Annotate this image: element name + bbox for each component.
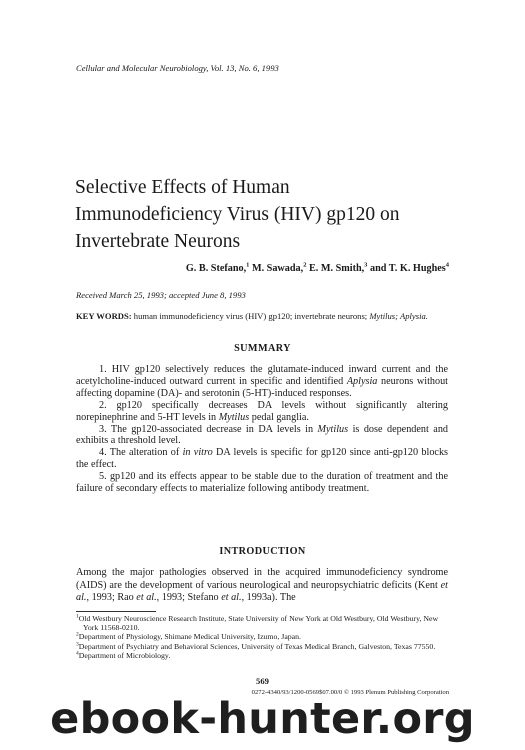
summary-italic: Aplysia [346,375,378,387]
summary-body [76,364,448,495]
footnote-text: Department of Physiology, Shimane Medical University, Izumo, Japan. [78,632,301,642]
introduction-paragraph [76,567,448,605]
author-affiliation-mark: 4 [445,261,449,269]
author-name: G. B. Stefano, [185,263,247,274]
author-name: M. Sawada, [251,263,304,274]
intro-text: , 1993; Rao [86,592,134,604]
summary-paragraph: 5. gp120 and its effects appear to be stable due to the duration of treatment and the failure of secondary effects to materialize following antibody treatment. [76,471,448,495]
summary-italic: in vitro [182,447,213,459]
footnote [76,651,448,660]
intro-italic: et al. [76,579,449,604]
received-dates: Received March 25, 1993; accepted June 8, 1993 [76,290,246,300]
summary-text: 1. HIV gp120 selectively reduces the glutamate-induced inward current and the acetylcholine-induced outward current in specific and identified [76,364,448,387]
author-list [0,263,449,274]
summary-paragraph [76,400,448,424]
watermark-logo: ebook-hunter.org [50,694,475,744]
summary-text: pedal ganglia. [251,411,309,423]
summary-text: neurons without affecting dopamine (DA)- and serotonin (5-HT)-induced responses. [76,375,449,399]
footnote [76,632,448,641]
summary-paragraph [76,364,448,400]
intro-text: Among the major pathologies observed in the acquired immunodeficiency syndrome (AIDS) are the development of various neurological and neuropsychiatric deficits (Kent [76,567,448,591]
footnote-text: Department of Microbiology. [78,650,171,660]
keywords-label: KEY WORDS: [76,311,132,321]
summary-italic: Mytilus [317,423,349,435]
footnote-number: 4 [76,650,79,657]
author-affiliation-mark: 2 [303,261,307,269]
title-line: Invertebrate Neurons [75,231,241,252]
footnote-number: 2 [76,631,79,638]
keywords-italic: Mytilus; Aplysia. [369,311,428,321]
summary-text: 3. The gp120-associated decrease in DA levels in [99,423,314,435]
summary-text: DA levels is specific for gp120 since anti-gp120 blocks the effect. [76,447,449,471]
journal-citation: Cellular and Molecular Neurobiology, Vol. 13, No. 6, 1993 [76,63,279,73]
intro-text: , 1993a). The [241,592,296,604]
footnote-number: 3 [76,641,79,648]
footnote [76,642,448,651]
intro-italic: et al. [221,592,242,604]
footnotes [76,614,448,660]
summary-italic: Mytilus [218,411,250,423]
title-line: Selective Effects of Human [75,177,290,198]
footnote-number: 1 [76,613,79,620]
footnote-text: Department of Psychiatry and Behavioral Sciences, University of Texas Medical Branch, Galveston, Texas 77550. [78,641,436,651]
title-line: Immunodeficiency Virus (HIV) gp120 on [75,204,400,225]
footnote-divider [76,611,156,612]
footnote [76,614,448,632]
introduction-heading: INTRODUCTION [219,546,306,557]
page-number: 569 [256,676,269,686]
keywords-text: human immunodeficiency virus (HIV) gp120; invertebrate neurons; [133,311,368,321]
author-affiliation-mark: 3 [364,261,368,269]
copyright-line: 0272-4340/93/1200-0569$07.00/0 © 1993 Plenum Publishing Corporation [251,689,449,696]
intro-italic: et al. [136,592,157,604]
keywords-line [76,311,428,321]
summary-text: 2. gp120 specifically decreases DA levels without significantly altering norepinephrine and 5-HT levels in [76,399,448,423]
intro-text: , 1993; Stefano [156,592,219,604]
author-affiliation-mark: 1 [246,261,250,269]
summary-paragraph [76,447,448,471]
summary-text: 4. The alteration of [99,447,180,459]
author-name: and T. K. Hughes [369,263,446,274]
summary-text: is dose dependent and exhibits a threshold level. [76,423,449,447]
author-name: E. M. Smith, [308,263,365,274]
footnote-text: Old Westbury Neuroscience Research Institute, State University of New York at Old Westbury, Old Westbury, New York 11568-0210. [78,614,439,633]
summary-heading: SUMMARY [234,343,291,354]
summary-paragraph [76,424,448,448]
article-title [75,174,455,255]
